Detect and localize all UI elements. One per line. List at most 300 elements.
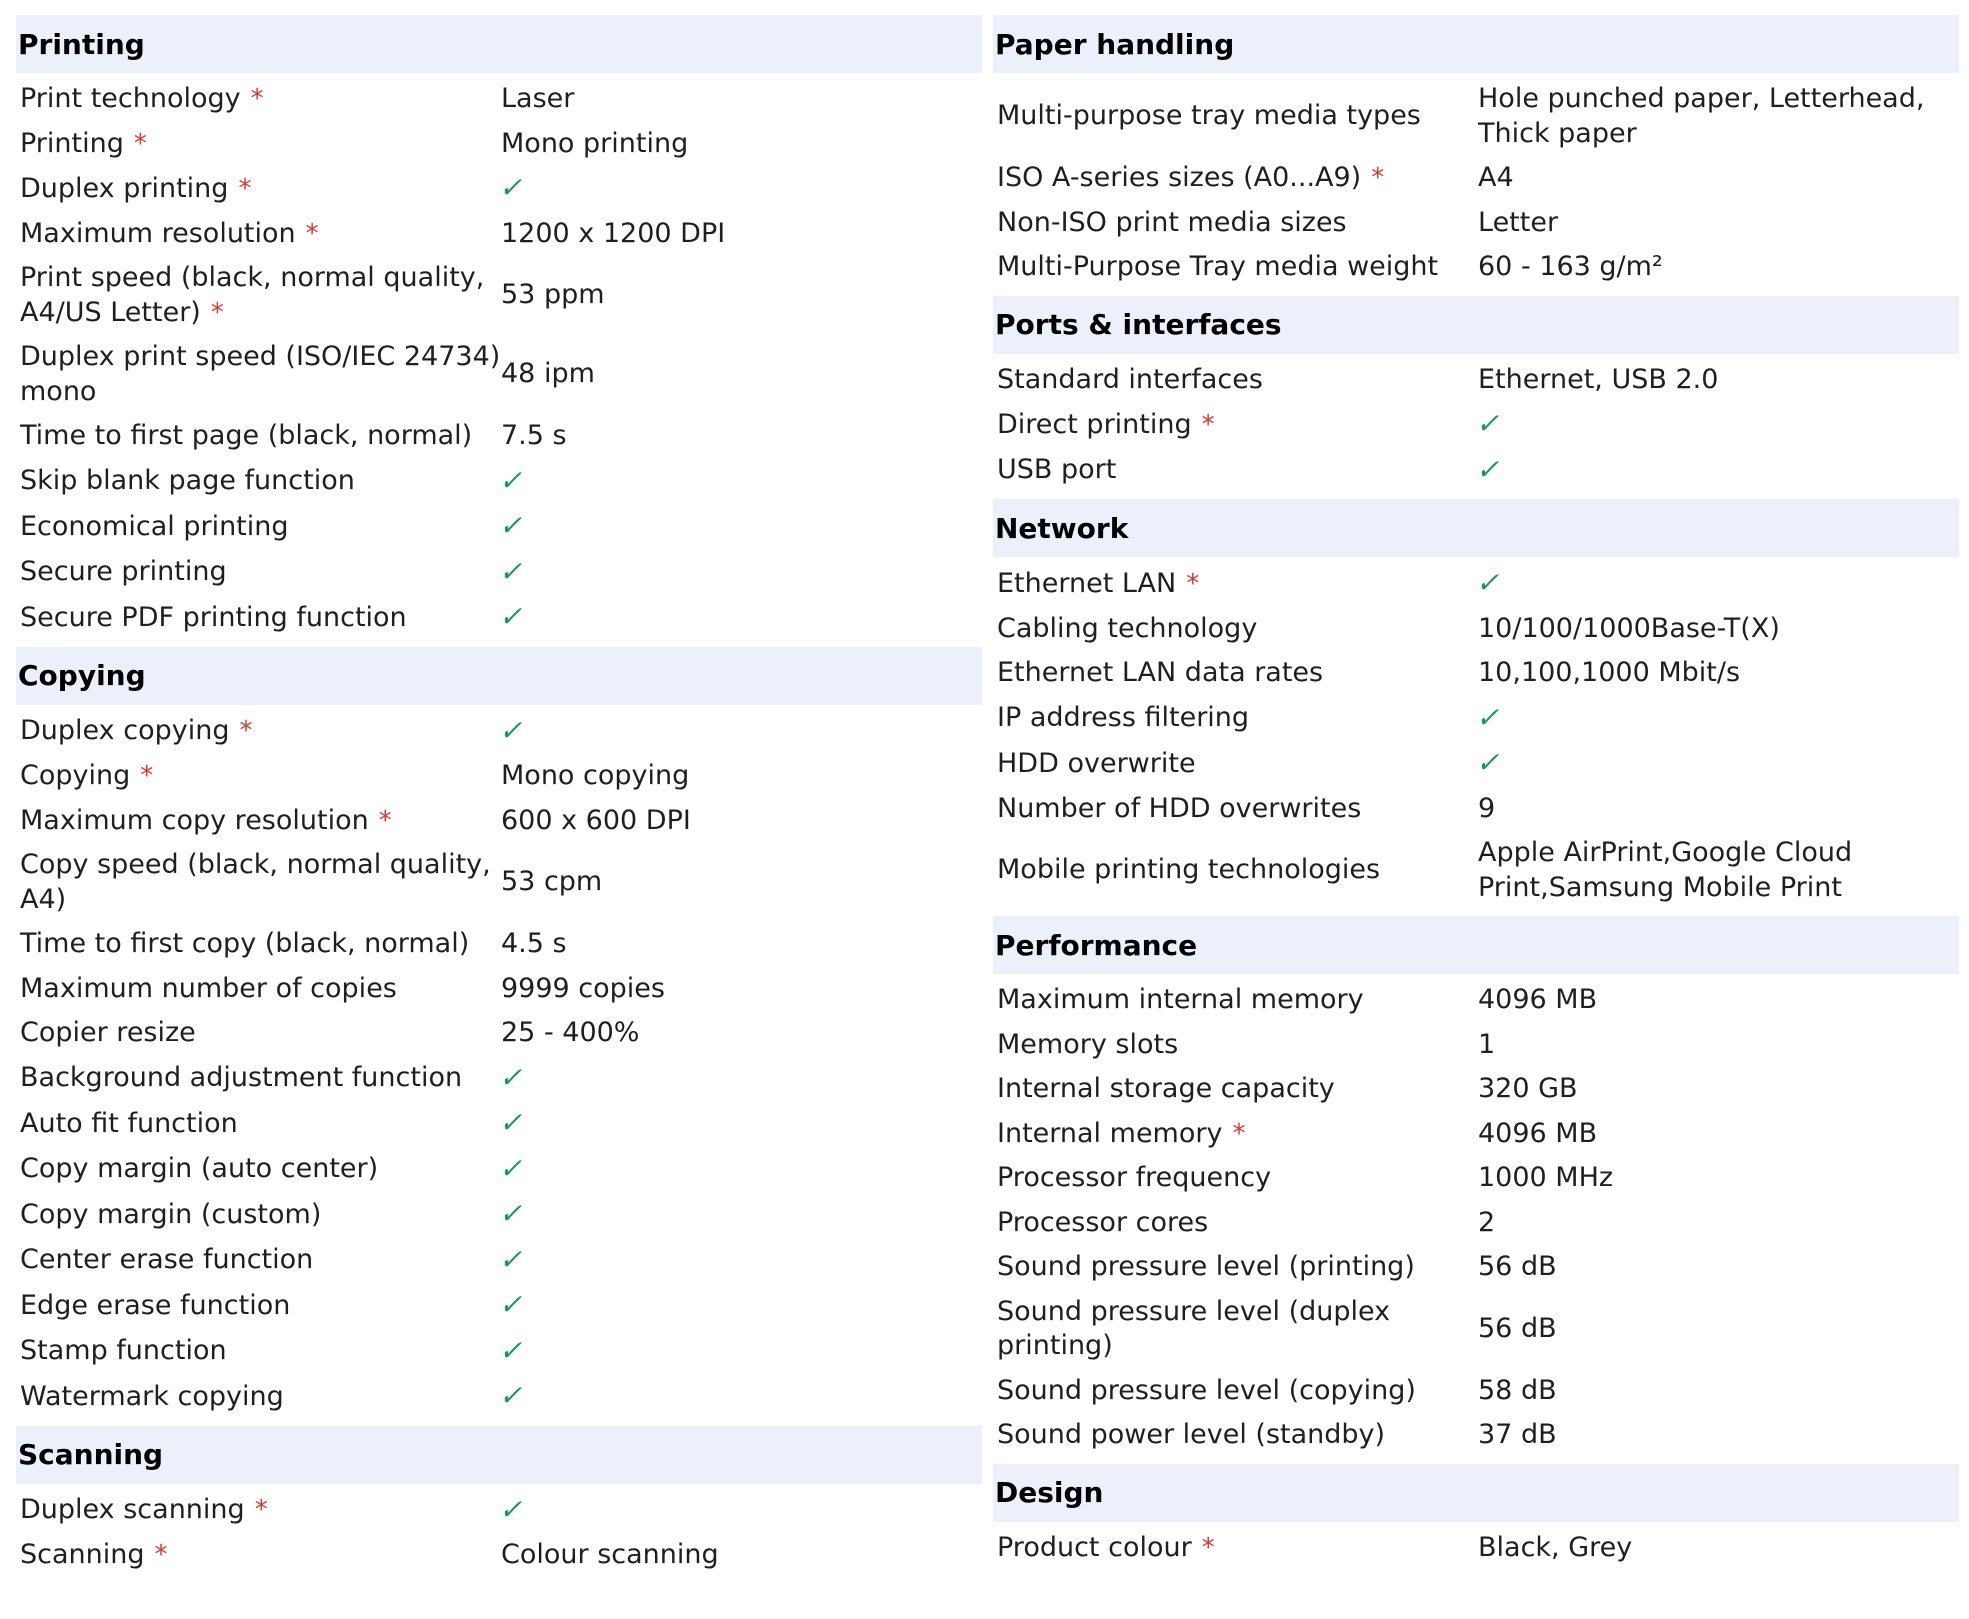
spec-row [993, 156, 1959, 201]
spec-row [16, 754, 982, 799]
spec-section-performance [993, 916, 1959, 1464]
section-header: Paper handling [993, 15, 1959, 73]
spec-value-cell [497, 509, 982, 545]
spec-label: Ethernet LAN data rates [997, 657, 1324, 688]
spec-label-cell [16, 1016, 501, 1051]
spec-rows [16, 705, 982, 1426]
spec-label-cell [993, 453, 1478, 488]
spec-value: 25 - 400% [501, 1017, 640, 1048]
spec-label: Standard interfaces [997, 363, 1263, 395]
spec-row [16, 1101, 982, 1147]
spec-value: 600 x 600 DPI [501, 804, 691, 836]
spec-row [16, 256, 982, 335]
spec-section-scanning [16, 1426, 982, 1584]
spec-value-cell [1478, 612, 1959, 647]
spec-label-cell [993, 1117, 1478, 1152]
spec-value: 53 cpm [501, 866, 603, 898]
spec-label: Ethernet LAN [997, 567, 1177, 599]
spec-value-cell [497, 713, 982, 750]
spec-label-cell [993, 792, 1478, 827]
spec-label-cell [16, 1538, 501, 1573]
spec-label-cell [993, 408, 1478, 443]
spec-label-cell [993, 1072, 1478, 1107]
checkmark-icon: ✓ [497, 1151, 529, 1185]
spec-row [993, 831, 1959, 910]
spec-label: Watermark copying [20, 1380, 284, 1412]
spec-label: Maximum internal memory [997, 984, 1364, 1015]
spec-label-cell [16, 1380, 501, 1415]
spec-value: 2 [1478, 1206, 1496, 1238]
spec-value: 53 ppm [501, 279, 605, 311]
spec-label-cell [993, 1374, 1478, 1409]
spec-row [993, 1201, 1959, 1246]
spec-value: 10/100/1000Base-T(X) [1478, 612, 1780, 644]
spec-label-cell [16, 510, 501, 545]
spec-value-cell [497, 171, 982, 207]
spec-row [993, 358, 1959, 403]
spec-value: 4096 MB [1478, 1117, 1598, 1149]
spec-row [16, 799, 982, 844]
spec-value-cell [497, 1333, 982, 1370]
spec-row [16, 1192, 982, 1238]
spec-label: Internal storage capacity [997, 1073, 1335, 1104]
spec-value-cell [497, 554, 982, 591]
spec-value-cell [501, 217, 982, 252]
spec-section-design [993, 1464, 1959, 1577]
spec-value: 1 [1478, 1028, 1496, 1060]
required-asterisk-icon: * [1201, 1532, 1215, 1563]
spec-value: 9 [1478, 792, 1496, 824]
spec-value: 4.5 s [501, 928, 567, 959]
spec-row [16, 335, 982, 414]
spec-row [16, 1374, 982, 1420]
spec-value-cell [497, 1492, 982, 1529]
spec-value-cell [1474, 566, 1959, 602]
spec-label-cell [16, 1061, 501, 1096]
spec-value: Black, Grey [1478, 1531, 1633, 1563]
spec-label: Processor frequency [997, 1162, 1272, 1193]
spec-label: Time to first page (black, normal) [20, 420, 473, 451]
spec-value-cell [1474, 452, 1959, 489]
spec-row [16, 967, 982, 1012]
spec-value-cell [497, 1379, 982, 1415]
spec-label: Edge erase function [20, 1289, 291, 1321]
spec-label-cell [16, 927, 501, 962]
spec-label: Sound power level (standby) [997, 1419, 1386, 1450]
checkmark-icon: ✓ [1474, 407, 1506, 440]
spec-row [16, 504, 982, 550]
spec-label-cell [16, 340, 501, 409]
spec-label-cell [16, 1198, 501, 1233]
section-header: Copying [16, 647, 982, 705]
spec-label-cell [16, 172, 501, 207]
spec-row [16, 1488, 982, 1534]
spec-label: Copy speed (black, normal quality, A4) [20, 849, 491, 915]
checkmark-icon: ✓ [497, 1242, 529, 1276]
spec-label: Time to first copy (black, normal) [20, 928, 470, 959]
spec-label-cell [993, 567, 1478, 602]
spec-row [993, 1067, 1959, 1112]
spec-label-cell [993, 250, 1478, 285]
spec-label-cell [993, 1418, 1478, 1453]
spec-value: Hole punched paper, Letterhead, Thick paper [1478, 83, 1925, 149]
spec-label: Stamp function [20, 1335, 227, 1366]
spec-label: Print speed (black, normal quality, A4/US Letter) [20, 262, 485, 328]
spec-label: Secure printing [20, 556, 227, 587]
spec-value-cell [1474, 700, 1959, 737]
spec-value-cell [497, 600, 982, 636]
spec-label: Internal memory [997, 1117, 1223, 1149]
spec-value: 56 dB [1478, 1251, 1557, 1282]
spec-label-cell [16, 127, 501, 162]
spec-value: 58 dB [1478, 1374, 1557, 1406]
spec-label: Printing [20, 127, 124, 159]
spec-label-cell [16, 1152, 501, 1187]
checkmark-icon: ✓ [497, 1492, 529, 1526]
required-asterisk-icon: * [1232, 1118, 1246, 1149]
required-asterisk-icon: * [154, 1540, 168, 1570]
spec-label-cell [16, 261, 501, 330]
spec-label-cell [993, 161, 1478, 196]
spec-value: Apple AirPrint,Google Cloud Print,Samsung Mobile Print [1478, 837, 1853, 903]
checkmark-icon: ✓ [1474, 700, 1506, 734]
spec-row [16, 709, 982, 755]
spec-value-cell [501, 419, 982, 454]
spec-row [16, 1238, 982, 1284]
spec-row [993, 978, 1959, 1023]
spec-value-cell [501, 759, 982, 794]
spec-value-cell [1474, 746, 1959, 782]
spec-value: 37 dB [1478, 1419, 1557, 1450]
spec-row [16, 1011, 982, 1056]
spec-row [16, 550, 982, 596]
spec-value-cell [1478, 1374, 1959, 1409]
checkmark-icon: ✓ [497, 554, 529, 588]
spec-value: A4 [1478, 162, 1514, 193]
spec-label: Cabling technology [997, 612, 1258, 644]
spec-value: Ethernet, USB 2.0 [1478, 363, 1719, 395]
spec-label: Copy margin (auto center) [20, 1153, 379, 1184]
checkmark-icon: ✓ [497, 1106, 529, 1139]
spec-label-cell [993, 1161, 1478, 1196]
section-header: Network [993, 499, 1959, 557]
spec-value-cell [1474, 407, 1959, 443]
spec-rows [993, 557, 1959, 916]
spec-value: 7.5 s [501, 420, 567, 451]
spec-value: 320 GB [1478, 1073, 1578, 1104]
spec-row [993, 607, 1959, 652]
spec-value-cell [501, 1016, 982, 1051]
spec-label-cell [993, 1531, 1478, 1566]
section-header: Ports & interfaces [993, 296, 1959, 354]
required-asterisk-icon: * [1371, 163, 1385, 193]
spec-row [993, 1245, 1959, 1290]
spec-label-cell [993, 853, 1478, 888]
spec-row [993, 696, 1959, 742]
spec-rows [993, 73, 1959, 296]
spec-row [993, 1526, 1959, 1571]
spec-value-cell [497, 1151, 982, 1188]
spec-label: Auto fit function [20, 1107, 238, 1139]
spec-label-cell [16, 419, 501, 454]
spec-row [993, 1156, 1959, 1201]
spec-label: Non-ISO print media sizes [997, 206, 1347, 238]
spec-label-cell [993, 99, 1478, 134]
spec-value: 1000 MHz [1478, 1162, 1614, 1193]
spec-value: 4096 MB [1478, 984, 1598, 1015]
spec-value-cell [501, 1538, 982, 1573]
spec-value-cell [497, 1242, 982, 1279]
spec-label: Economical printing [20, 510, 289, 542]
spec-label: Skip blank page function [20, 465, 355, 496]
spec-value-cell [501, 357, 982, 392]
spec-value: 1200 x 1200 DPI [501, 217, 726, 249]
spec-row [993, 651, 1959, 696]
spec-row [993, 1290, 1959, 1369]
spec-rows [16, 1484, 982, 1584]
spec-value-cell [497, 1288, 982, 1324]
spec-column-right [993, 15, 1959, 1576]
spec-label: Processor cores [997, 1206, 1209, 1238]
spec-row [993, 402, 1959, 448]
spec-row [16, 1533, 982, 1578]
spec-row [993, 1112, 1959, 1157]
spec-value-cell [501, 804, 982, 839]
spec-value: Mono printing [501, 127, 689, 159]
spec-label-cell [993, 363, 1478, 398]
spec-value: 10,100,1000 Mbit/s [1478, 657, 1741, 688]
spec-row [993, 1023, 1959, 1068]
spec-label: Maximum copy resolution [20, 804, 369, 836]
required-asterisk-icon: * [254, 1495, 268, 1525]
spec-section-copying [16, 647, 982, 1426]
spec-label-cell [16, 464, 501, 499]
section-header: Printing [16, 15, 982, 73]
spec-value: 48 ipm [501, 358, 595, 390]
checkmark-icon: ✓ [497, 463, 529, 497]
spec-label: IP address filtering [997, 702, 1250, 733]
spec-label: Print technology [20, 83, 241, 114]
spec-row [993, 561, 1959, 607]
spec-value: Mono copying [501, 760, 690, 791]
spec-row [993, 448, 1959, 494]
checkmark-icon: ✓ [497, 600, 529, 633]
section-header: Scanning [16, 1426, 982, 1484]
spec-row [993, 77, 1959, 156]
spec-label-cell [16, 1334, 501, 1369]
spec-row [16, 212, 982, 257]
spec-section-ports-interfaces [993, 296, 1959, 500]
required-asterisk-icon: * [140, 761, 154, 791]
spec-label-cell [16, 1289, 501, 1324]
checkmark-icon: ✓ [497, 713, 529, 747]
spec-value-cell [1478, 1117, 1959, 1152]
checkmark-icon: ✓ [497, 1197, 529, 1230]
spec-label: ISO A-series sizes (A0...A9) [997, 162, 1362, 193]
spec-row [993, 741, 1959, 787]
spec-section-paper-handling [993, 15, 1959, 296]
spec-rows [993, 974, 1959, 1464]
spec-label: Maximum resolution [20, 217, 296, 249]
spec-label-cell [16, 217, 501, 252]
required-asterisk-icon: * [305, 218, 319, 249]
spec-value: Laser [501, 83, 575, 114]
spec-label: Product colour [997, 1531, 1192, 1563]
required-asterisk-icon: * [238, 173, 252, 204]
spec-section-printing [16, 15, 982, 647]
section-header: Performance [993, 916, 1959, 974]
spec-label-cell [16, 1493, 501, 1528]
spec-label: HDD overwrite [997, 747, 1196, 779]
checkmark-icon: ✓ [1474, 566, 1506, 599]
spec-label-cell [993, 206, 1478, 241]
spec-label: Mobile printing technologies [997, 854, 1381, 886]
spec-value-cell [1478, 1250, 1959, 1285]
spec-label: Duplex scanning [20, 1494, 245, 1525]
spec-row [993, 245, 1959, 290]
spec-value-cell [1478, 82, 1959, 151]
spec-value-cell [1478, 792, 1959, 827]
required-asterisk-icon: * [133, 128, 147, 159]
required-asterisk-icon: * [210, 297, 224, 328]
spec-value-cell [1478, 1531, 1959, 1566]
spec-row [16, 166, 982, 212]
spec-section-network [993, 499, 1959, 916]
spec-row [16, 922, 982, 967]
spec-value: Colour scanning [501, 1539, 719, 1570]
spec-row [16, 122, 982, 167]
spec-value-cell [497, 1106, 982, 1142]
spec-label-cell [16, 555, 501, 590]
spec-value-cell [1478, 250, 1959, 285]
spec-row [993, 201, 1959, 246]
spec-value-cell [501, 278, 982, 313]
required-asterisk-icon: * [1186, 568, 1200, 599]
spec-rows [993, 1522, 1959, 1577]
spec-row [993, 1413, 1959, 1458]
required-asterisk-icon: * [239, 716, 253, 746]
spec-label: Secure PDF printing function [20, 601, 407, 633]
spec-row [16, 595, 982, 641]
spec-label-cell [16, 601, 501, 636]
spec-label-cell [993, 1028, 1478, 1063]
spec-value-cell [1478, 1161, 1959, 1196]
checkmark-icon: ✓ [497, 1379, 529, 1412]
spec-label-cell [993, 1250, 1478, 1285]
spec-label-cell [16, 848, 501, 917]
spec-value-cell [501, 82, 982, 117]
spec-label-cell [993, 701, 1478, 736]
checkmark-icon: ✓ [497, 1333, 529, 1367]
spec-label: Duplex print speed (ISO/IEC 24734) mono [20, 341, 501, 407]
spec-value-cell [1478, 836, 1959, 905]
spec-value-cell [497, 1060, 982, 1097]
spec-label: Copier resize [20, 1017, 196, 1048]
spec-label: Multi-Purpose Tray media weight [997, 251, 1439, 282]
spec-label: Multi-purpose tray media types [997, 100, 1421, 132]
spec-label-cell [16, 1107, 501, 1142]
checkmark-icon: ✓ [1474, 746, 1506, 779]
spec-value-cell [1478, 1072, 1959, 1107]
spec-label-cell [993, 1295, 1478, 1364]
checkmark-icon: ✓ [497, 171, 529, 204]
spec-value-cell [497, 463, 982, 500]
spec-value: 60 - 163 g/m² [1478, 251, 1663, 282]
spec-value-cell [501, 127, 982, 162]
spec-label: Number of HDD overwrites [997, 792, 1362, 824]
spec-label: Duplex copying [20, 715, 230, 746]
required-asterisk-icon: * [378, 805, 392, 836]
spec-label-cell [993, 612, 1478, 647]
spec-row [16, 1056, 982, 1102]
spec-label-cell [16, 972, 501, 1007]
spec-value-cell [1478, 206, 1959, 241]
spec-label: Scanning [20, 1539, 145, 1570]
spec-label-cell [16, 82, 501, 117]
spec-value-cell [497, 1197, 982, 1233]
spec-label-cell [16, 804, 501, 839]
spec-row [16, 1329, 982, 1375]
spec-label: Center erase function [20, 1244, 314, 1275]
spec-column-left [16, 15, 982, 1584]
spec-value-cell [1478, 656, 1959, 691]
checkmark-icon: ✓ [1474, 452, 1506, 486]
spec-rows [993, 354, 1959, 500]
spec-value-cell [1478, 1028, 1959, 1063]
spec-value: 56 dB [1478, 1312, 1557, 1344]
spec-label: Sound pressure level (duplex printing) [997, 1295, 1391, 1361]
spec-label-cell [16, 759, 501, 794]
spec-row [16, 77, 982, 122]
spec-label: Sound pressure level (printing) [997, 1251, 1415, 1282]
checkmark-icon: ✓ [497, 509, 529, 542]
checkmark-icon: ✓ [497, 1288, 529, 1321]
spec-row [993, 787, 1959, 832]
spec-row [993, 1369, 1959, 1414]
section-header: Design [993, 1464, 1959, 1522]
spec-value-cell [501, 865, 982, 900]
spec-value-cell [1478, 363, 1959, 398]
checkmark-icon: ✓ [497, 1060, 529, 1094]
spec-label: USB port [997, 454, 1117, 485]
spec-value-cell [501, 927, 982, 962]
spec-value-cell [1478, 983, 1959, 1018]
spec-label-cell [993, 1206, 1478, 1241]
spec-label: Copying [20, 760, 131, 791]
spec-label-cell [993, 656, 1478, 691]
spec-label-cell [993, 983, 1478, 1018]
spec-label: Background adjustment function [20, 1062, 463, 1093]
spec-label: Duplex printing [20, 172, 229, 204]
spec-label-cell [993, 747, 1478, 782]
spec-value-cell [1478, 1418, 1959, 1453]
spec-row [16, 1283, 982, 1329]
spec-label-cell [16, 714, 501, 749]
spec-rows [16, 73, 982, 647]
spec-value-cell [1478, 1206, 1959, 1241]
spec-label: Memory slots [997, 1028, 1179, 1060]
spec-row [16, 459, 982, 505]
spec-value: 9999 copies [501, 972, 665, 1004]
spec-value-cell [1478, 161, 1959, 196]
spec-label-cell [16, 1243, 501, 1278]
required-asterisk-icon: * [1201, 409, 1215, 440]
spec-row [16, 414, 982, 459]
spec-label: Copy margin (custom) [20, 1198, 322, 1230]
spec-label: Sound pressure level (copying) [997, 1374, 1416, 1406]
spec-label: Direct printing [997, 408, 1192, 440]
spec-label: Maximum number of copies [20, 972, 397, 1004]
